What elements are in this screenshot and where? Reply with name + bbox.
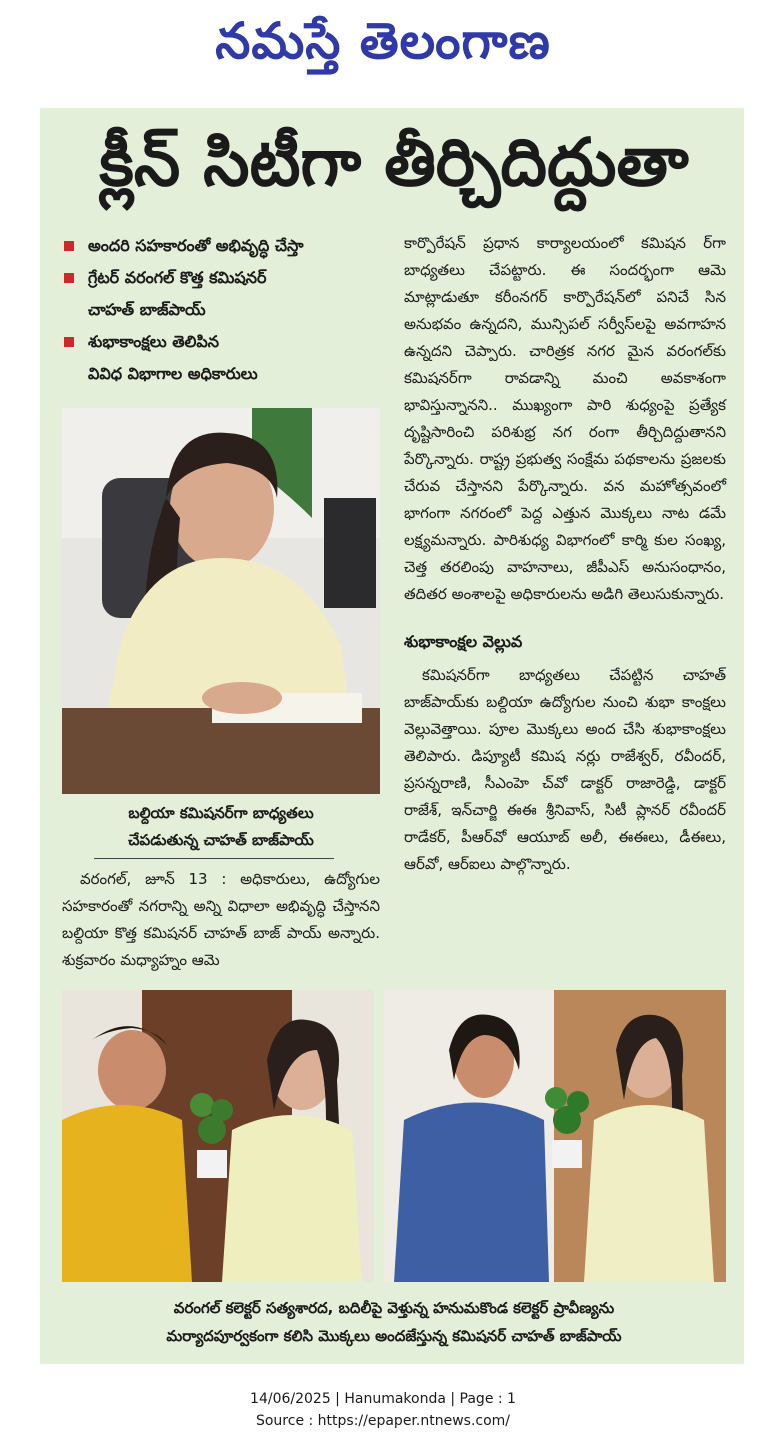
bullet-square-icon [64, 241, 74, 251]
bullet-item: శుభాకాంక్షలు తెలిపిన [62, 326, 392, 358]
footer-source-link[interactable]: Source : https://epaper.ntnews.com/ [255, 1413, 511, 1429]
photo-caption-commissioner: బల్దియా కమిషనర్‌గా బాధ్యతలు చేపడుతున్న చాహత్ బాజ్‌పాయ్ [128, 804, 314, 849]
collector-plant-handover-photo-2 [384, 990, 726, 1282]
bullet-item-continued: వివిధ విభాగాల అధికారులు [88, 364, 258, 383]
collector-plant-handover-photo-1 [62, 990, 374, 1282]
caption-divider [94, 858, 334, 859]
photo-caption-collectors: వరంగల్ కలెక్టర్ సత్యశారద, బదిలీపై వెళ్తున్న హనుమకొండ కలెక్టర్ ప్రావీణ్యను మర్యాదపూర్వకంగా కలిసి మొక్కలు అందజేస్తున్న కమిషనర్ చాహత్ బాజ్‌పాయ్ [166, 1299, 622, 1345]
bullet-item: గ్రేటర్ వరంగల్ కొత్త కమిషనర్ [62, 262, 392, 294]
footer-edition-info: 14/06/2025 | Hanumakonda | Page : 1 [250, 1391, 516, 1407]
article-headline: క్లీన్ సిటీగా తీర్చిదిద్దుతా [99, 124, 689, 201]
highlight-bullets [62, 230, 392, 390]
bullet-square-icon [64, 273, 74, 283]
article-wishes-paragraph: కమిషనర్‌గా బాధ్యతలు చేపట్టిన చాహత్ బాజ్‌పాయ్‌కు బల్దియా ఉద్యోగుల నుంచి శుభా కాంక్షలు వెల్లువెత్తాయి. పూల మొక్కలు అంద చేసి శుభాకాంక్షలు తెలిపారు. డిప్యూటీ కమిష నర్లు రాజేశ్వర్, రవీందర్, ప్రసన్నరాణి, సీఎంహె చ్‌వో డాక్టర్ రాజారెడ్డి, డాక్టర్ రాజేశ్, ఇన్‌చార్జి ఈఈ శ్రీనివాస్, సిటీ ప్లానర్ రవీందర్ రాడేకర్, పీఆర్‌వో ఆయూబ్ అలీ, ఈఈలు, డీఈలు, ఆర్‌వో, ఆర్‌ఐలు పాల్గొన్నారు. [404, 666, 726, 873]
page-footer [0, 1388, 766, 1432]
bullet-item: అందరి సహకారంతో అభివృద్ధి చేస్తా [62, 230, 392, 262]
article-body-paragraph: కార్పొరేషన్ ప్రధాన కార్యాలయంలో కమిషన ర్‌గా బాధ్యతలు చేపట్టారు. ఈ సందర్భంగా ఆమె మాట్లాడుతూ కరీంనగర్ కార్పొరేషన్‌లో పనిచే సిన అనుభవం ఉన్నదని, మున్సిపల్ సర్వీస్‌లపై అవగాహన ఉన్నదని చెప్పారు. చారిత్రక నగర మైన వరంగల్‌కు కమిషనర్‌గా రావడాన్ని మంచి అవకాశంగా భావిస్తున్నానని.. ముఖ్యంగా పారి శుధ్యంపై ప్రత్యేక దృష్టిసారించి పరిశుభ్ర నగ రంగా తీర్చిదిద్దుతానని పేర్కొన్నారు. రాష్ట్ర ప్రభుత్వ సంక్షేమ పథకాలను ప్రజలకు చేరువ చేస్తానని పేర్కొన్నారు. వన మహోత్సవంలో భాగంగా నగరంలో పెద్ద ఎత్తున మొక్కలు నాట డమే లక్ష్యమన్నారు. పారిశుధ్య విభాగంలో కార్మి కుల సంఖ్య, చెత్త తరలింపు వాహనాలు, జీపీఎస్ అనుసంధానం, తదితర అంశాలపై అధికారులను అడిగి తెలుసుకున్నారు. [404, 234, 726, 603]
article-subheading: శుభాకాంక్షల వెల్లువ [404, 632, 523, 651]
commissioner-at-desk-photo [62, 408, 380, 794]
bullet-square-icon [64, 337, 74, 347]
article-lead-paragraph: వరంగల్, జూన్ 13 : అధికారులు, ఉద్యోగుల సహకారంతో నగరాన్ని అన్ని విధాలా అభివృద్ధి చేస్తానని బల్దియా కొత్త కమిషనర్ చాహత్ బాజ్ పాయ్ అన్నారు. శుక్రవారం మధ్యాహ్నం ఆమె [62, 870, 380, 969]
bullet-item-continued: చాహత్ బాజ్‌పాయ్ [88, 300, 206, 319]
newspaper-masthead: నమస్తే తెలంగాణ [215, 12, 551, 70]
article-right-column [404, 230, 726, 878]
article-lead-column [62, 866, 380, 974]
